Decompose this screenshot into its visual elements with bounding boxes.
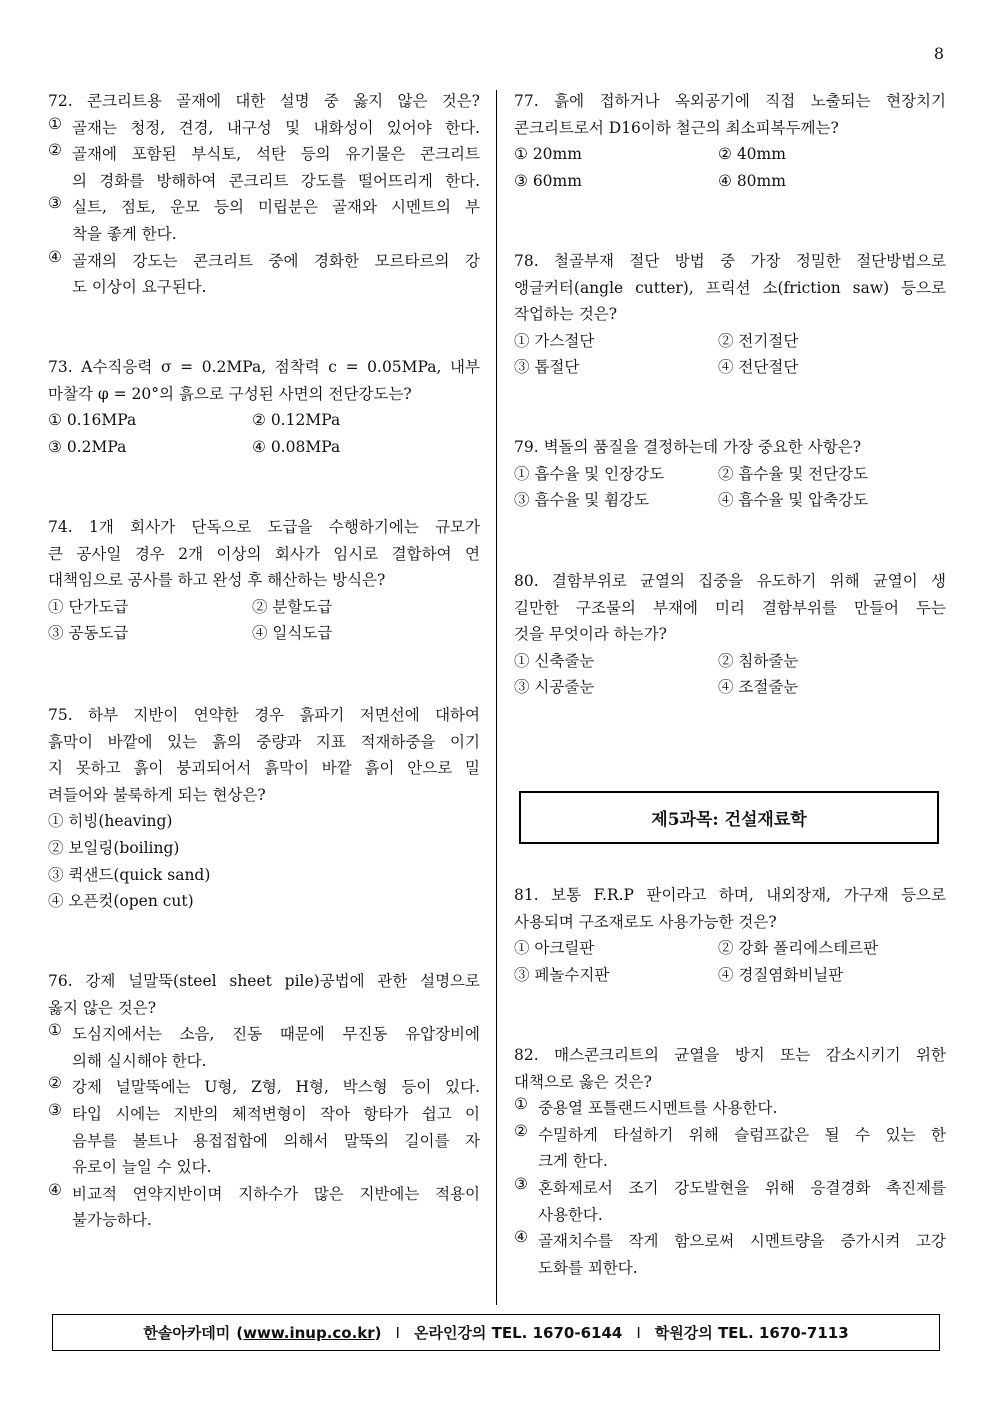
option-line: 실트, 점토, 운모 등의 미립분은 골재와 시멘트의 부 (72, 198, 480, 217)
option-line: 의 경화를 방해하여 콘크리트 강도를 떨어뜨리게 한다. (72, 171, 480, 190)
option-row (514, 935, 946, 962)
question-77 (514, 88, 946, 194)
question-stem: 81. 보통 F.R.P 판이라고 하며, 내외장재, 가구재 등으로 (514, 886, 946, 904)
question-stem: 지 못하고 흙이 붕괴되어서 흙막이 바깥 흙이 안으로 밀 (48, 759, 480, 778)
option-1 (514, 1095, 946, 1122)
option-mark: ④ (48, 247, 62, 266)
option-line: 타입 시에는 지반의 체적변형이 작아 항타가 쉽고 이 (72, 1104, 480, 1123)
option-3: ③ 0.2MPa (48, 437, 127, 456)
option-2 (48, 141, 480, 194)
question-stem: 길만한 구조물의 부재에 미리 결함부위를 만들어 두는 (514, 598, 946, 617)
option-2: ② 40mm (718, 145, 786, 164)
option-line: 골재에 포함된 부식토, 석탄 등의 유기물은 콘크리트 (72, 145, 480, 164)
question-80 (514, 568, 946, 701)
footer-bar: 한솔아카데미 ( www.inup.co.kr ) I 온라인강의 TEL. 1670-6144 I 학원강의 TEL. 1670-7113 (52, 1314, 940, 1351)
option-3: ③ 흡수율 및 휨강도 (514, 491, 650, 510)
question-stem: 대책임으로 공사를 하고 완성 후 해산하는 방식은? (48, 571, 386, 590)
option-row (514, 141, 946, 168)
option-mark: ① (48, 114, 62, 133)
option-line: 골재의 강도는 콘크리트 중에 경화한 모르타르의 강 (72, 251, 480, 270)
option-line: 도화를 꾀한다. (538, 1258, 638, 1277)
question-stem: 80. 결함부위로 균열의 집중을 유도하기 위해 균열이 생 (514, 572, 946, 590)
option-line: 유로이 늘일 수 있다. (72, 1158, 212, 1177)
option-2 (514, 1122, 946, 1175)
question-stem: 앵글커터(angle cutter), 프릭션 소(friction saw) 등으로 (514, 278, 946, 297)
question-stem: 흙막이 바깥에 있는 흙의 중량과 지표 적재하중을 이기 (48, 732, 480, 751)
option-3 (48, 1101, 480, 1181)
option-1: ① 20mm (514, 145, 582, 164)
option-row (514, 487, 946, 514)
option-line: 수밀하게 타설하기 위해 슬럼프값은 될 수 있는 한 (538, 1125, 946, 1144)
question-stem: 78. 철골부재 절단 방법 중 가장 정밀한 절단방법으로 (514, 252, 946, 270)
option-mark: ④ (514, 1228, 528, 1247)
option-row (514, 328, 946, 355)
option-row (514, 354, 946, 381)
question-stem: 76. 강제 널말뚝(steel sheet pile)공법에 관한 설명으로 (48, 972, 480, 990)
question-stem: 대책으로 옳은 것은? (514, 1072, 652, 1091)
option-1 (48, 115, 480, 142)
option-line: 사용한다. (538, 1205, 603, 1224)
option-1: ① 0.16MPa (48, 411, 137, 430)
question-stem: 콘크리트로서 D16이하 철근의 최소피복두께는? (514, 118, 839, 137)
question-stem: 74. 1개 회사가 단독으로 도급을 수행하기에는 규모가 (48, 518, 480, 536)
option-row (48, 594, 480, 621)
column-divider (496, 90, 497, 1305)
option-3: ③ 공동도급 (48, 624, 129, 643)
option-line: 강제 널말뚝에는 U형, Z형, H형, 박스형 등이 있다. (72, 1078, 480, 1097)
question-stem: 77. 흙에 접하거나 옥외공기에 직접 노출되는 현장치기 (514, 92, 946, 110)
question-78 (514, 248, 946, 381)
option-2: ② 보일링(boiling) (48, 838, 180, 857)
option-3 (514, 1175, 946, 1228)
option-row (514, 674, 946, 701)
option-1: ① 흡수율 및 인장강도 (514, 464, 665, 483)
option-3 (48, 194, 480, 247)
option-1: ① 히빙(heaving) (48, 812, 173, 831)
option-3: ③ 60mm (514, 171, 582, 190)
option-row (514, 648, 946, 675)
footer-separator: I (395, 1323, 400, 1342)
question-stem: 82. 매스콘크리트의 균열을 방지 또는 감소시키기 위한 (514, 1046, 946, 1064)
question-75 (48, 702, 480, 915)
option-mark: ① (48, 1021, 62, 1040)
option-line: 혼화제로서 조기 강도발현을 위해 응결경화 촉진제를 (538, 1178, 946, 1197)
option-4: ④ 80mm (718, 171, 786, 190)
option-line: 도심지에서는 소음, 진동 때문에 무진동 유압장비에 (72, 1025, 480, 1044)
option-4: ④ 0.08MPa (252, 437, 341, 456)
question-81 (514, 882, 946, 988)
option-2: ② 흡수율 및 전단강도 (718, 464, 869, 483)
section-title-box (519, 791, 939, 844)
option-2: ② 강화 폴리에스테르판 (718, 939, 879, 958)
question-74 (48, 514, 480, 647)
option-line: 착을 좋게 한다. (72, 224, 177, 243)
option-4: ④ 전단절단 (718, 358, 799, 377)
option-2 (48, 1074, 480, 1101)
option-line: 크게 한다. (538, 1152, 608, 1171)
option-4: ④ 일식도급 (252, 624, 333, 643)
footer-offline-tel: 학원강의 TEL. 1670-7113 (654, 1324, 849, 1342)
option-4: ④ 조절줄눈 (718, 678, 799, 697)
page-number: 8 (933, 44, 944, 63)
option-mark: ② (48, 1074, 62, 1093)
footer-online-tel: 온라인강의 TEL. 1670-6144 (413, 1324, 623, 1342)
option-mark: ③ (514, 1174, 528, 1193)
footer-brand: 한솔아카데미 (143, 1324, 231, 1342)
option-mark: ① (514, 1095, 528, 1114)
option-row (48, 434, 480, 461)
option-row (514, 461, 946, 488)
option-line: 비교적 연약지반이며 지하수가 많은 지반에는 적용이 (72, 1184, 480, 1203)
option-1: ① 아크릴판 (514, 939, 595, 958)
option-mark: ③ (48, 194, 62, 213)
question-stem: 옳지 않은 것은? (48, 998, 157, 1017)
footer-separator: I (636, 1323, 641, 1342)
question-stem: 큰 공사일 경우 2개 이상의 회사가 임시로 결합하여 연 (48, 544, 480, 563)
question-stem: 마찰각 φ = 20°의 흙으로 구성된 사면의 전단강도는? (48, 384, 412, 403)
option-line: 도 이상이 요구된다. (72, 278, 207, 297)
option-row (514, 962, 946, 989)
option-line: 골재는 청정, 견경, 내구성 및 내화성이 있어야 한다. (72, 118, 480, 137)
option-3: ③ 톱절단 (514, 358, 580, 377)
option-row (514, 168, 946, 195)
option-4: ④ 경질염화비닐판 (718, 965, 844, 984)
question-stem: 사용되며 구조재로도 사용가능한 것은? (514, 912, 777, 931)
option-3: ③ 시공줄눈 (514, 678, 595, 697)
question-79 (514, 434, 946, 514)
option-4 (514, 1228, 946, 1281)
question-stem: 73. A수직응력 σ = 0.2MPa, 점착력 c = 0.05MPa, 내부 (48, 358, 480, 376)
option-4 (48, 248, 480, 301)
option-1: ① 가스절단 (514, 331, 595, 350)
option-mark: ② (48, 141, 62, 160)
option-row (48, 407, 480, 434)
footer-url-link[interactable]: www.inup.co.kr (243, 1323, 375, 1342)
option-mark: ③ (48, 1100, 62, 1119)
question-stem: 작업하는 것은? (514, 305, 618, 324)
option-2: ② 0.12MPa (252, 411, 341, 430)
option-1: ① 단가도급 (48, 597, 129, 616)
option-4 (48, 1181, 480, 1234)
section-title: 제5과목: 건설재료학 (651, 810, 807, 830)
question-stem: 려들어와 불룩하게 되는 현상은? (48, 785, 266, 804)
option-1: ① 신축줄눈 (514, 651, 595, 670)
option-2: ② 분할도급 (252, 597, 333, 616)
option-mark: ④ (48, 1180, 62, 1199)
question-stem: 72. 콘크리트용 골재에 대한 설명 중 옳지 않은 것은? (48, 92, 480, 110)
question-76 (48, 968, 480, 1234)
question-stem: 75. 하부 지반이 연약한 경우 흙파기 저면선에 대하여 (48, 706, 480, 724)
option-line: 불가능하다. (72, 1211, 152, 1230)
question-73 (48, 354, 480, 460)
option-2: ② 침하줄눈 (718, 651, 799, 670)
option-line: 골재치수를 작게 함으로써 시멘트량을 증가시켜 고강 (538, 1232, 946, 1251)
option-line: 음부를 볼트나 용접접합에 의해서 말뚝의 길이를 자 (72, 1131, 480, 1150)
option-line: 중용열 포틀랜드시멘트를 사용한다. (538, 1099, 778, 1118)
option-3: ③ 퀵샌드(quick sand) (48, 865, 211, 884)
option-line: 의해 실시해야 한다. (72, 1051, 207, 1070)
option-4: ④ 흡수율 및 압축강도 (718, 491, 869, 510)
question-82 (514, 1042, 946, 1281)
option-4: ④ 오픈컷(open cut) (48, 892, 194, 911)
option-2: ② 전기절단 (718, 331, 799, 350)
question-stem: 것을 무엇이라 하는가? (514, 625, 667, 644)
question-72 (48, 88, 480, 301)
question-stem: 79. 벽돌의 품질을 결정하는데 가장 중요한 사항은? (514, 438, 862, 456)
option-mark: ② (514, 1121, 528, 1140)
option-1 (48, 1021, 480, 1074)
option-row (48, 620, 480, 647)
option-3: ③ 페놀수지판 (514, 965, 610, 984)
